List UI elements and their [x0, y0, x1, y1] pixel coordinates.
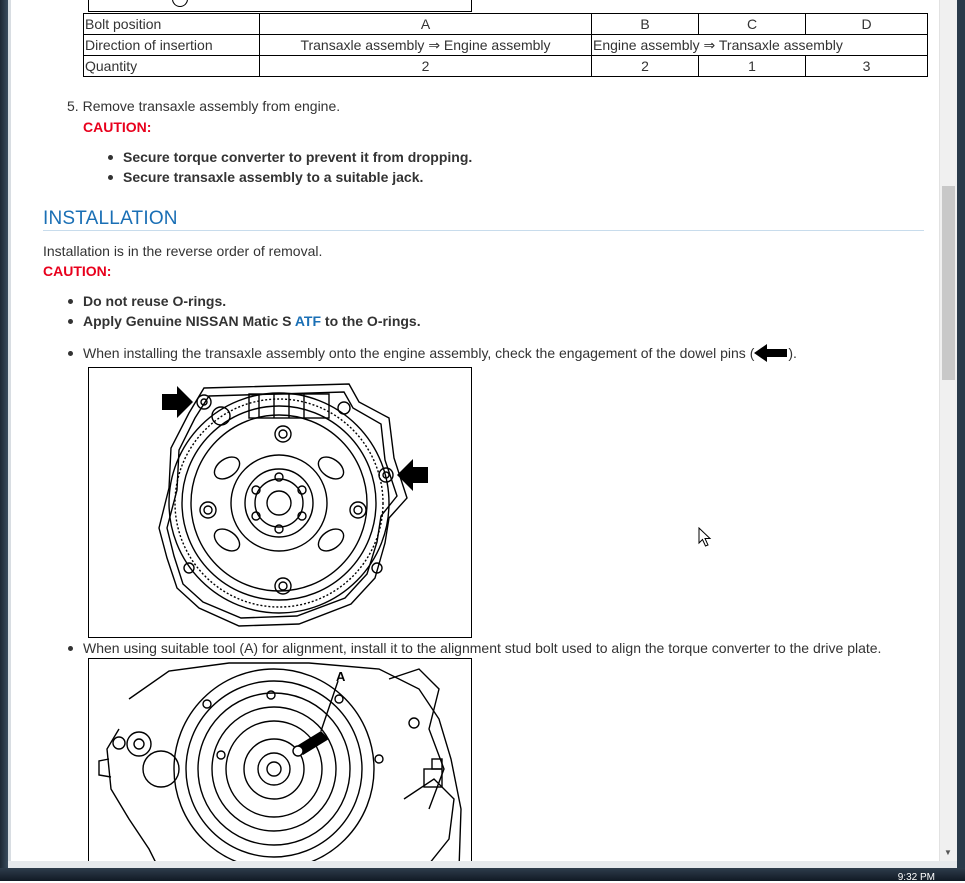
installation-intro: Installation is in the reverse order of removal. [43, 243, 323, 259]
step-text: Remove transaxle assembly from engine. [82, 98, 341, 114]
figure-callout-label: A [336, 669, 346, 684]
figure-alignment-tool [88, 658, 472, 861]
table-row [84, 35, 928, 56]
transaxle-housing-drawing [89, 368, 471, 637]
list-item [68, 311, 421, 331]
table-cell: A [260, 14, 592, 35]
table-cell: 3 [806, 56, 928, 77]
torque-converter-drawing [89, 659, 471, 861]
vertical-scrollbar[interactable] [939, 0, 958, 861]
atf-link[interactable]: ATF [294, 313, 322, 329]
installation-caution-list [68, 291, 421, 331]
table-cell: 2 [592, 56, 699, 77]
installation-step-1 [68, 343, 797, 363]
window-frame-bottom [8, 861, 957, 868]
arrow-left-icon [754, 344, 788, 362]
step-text: When installing the transaxle assembly onto the engine assembly, check the engagement of the dowel pins ( [83, 345, 755, 361]
table-cell: Engine assembly ⇒ Transaxle assembly [592, 35, 928, 56]
scroll-down-arrow-icon[interactable]: ▼ [944, 848, 952, 857]
table-cell: Bolt position [84, 14, 260, 35]
table-cell: 2 [260, 56, 592, 77]
table-cell: B [592, 14, 699, 35]
installation-caution-label: CAUTION: [43, 263, 112, 279]
removal-step [67, 98, 340, 114]
table-cell: C [699, 14, 806, 35]
window-frame-left [0, 0, 8, 868]
step-number: 5. [67, 98, 79, 114]
figure-dowel-pins [88, 367, 472, 638]
table-cell: D [806, 14, 928, 35]
cursor-icon [698, 527, 712, 547]
bolt-table [83, 13, 928, 77]
list-item [68, 343, 797, 363]
table-row [84, 56, 928, 77]
list-item: When using suitable tool (A) for alignment, install it to the alignment stud bolt used to align the torque converter to the drive plate. [68, 638, 881, 658]
window-frame-right [957, 0, 965, 868]
list-item [68, 291, 421, 311]
scrollbar-thumb[interactable] [942, 186, 955, 380]
previous-figure-edge [88, 0, 472, 12]
taskbar [0, 868, 965, 881]
installation-step-2 [68, 638, 881, 658]
list-item: Secure torque converter to prevent it from dropping. [108, 147, 472, 167]
table-cell: Direction of insertion [84, 35, 260, 56]
table-row [84, 14, 928, 35]
taskbar-clock[interactable]: 9:32 PM [897, 872, 935, 883]
caution-text: Do not reuse O-rings. [83, 293, 227, 309]
section-divider [43, 230, 924, 231]
caution-text: to the O-rings. [321, 313, 421, 329]
table-cell: Quantity [84, 56, 260, 77]
installation-heading: INSTALLATION [43, 208, 178, 229]
table-cell: 1 [699, 56, 806, 77]
removal-caution-label: CAUTION: [83, 119, 152, 135]
caution-text: Apply Genuine NISSAN Matic S [83, 313, 295, 329]
window-frame-inner [8, 0, 11, 868]
list-item: Secure transaxle assembly to a suitable jack. [108, 167, 472, 187]
step-text: ). [788, 345, 797, 361]
removal-caution-list [108, 147, 472, 187]
table-cell: Transaxle assembly ⇒ Engine assembly [260, 35, 592, 56]
